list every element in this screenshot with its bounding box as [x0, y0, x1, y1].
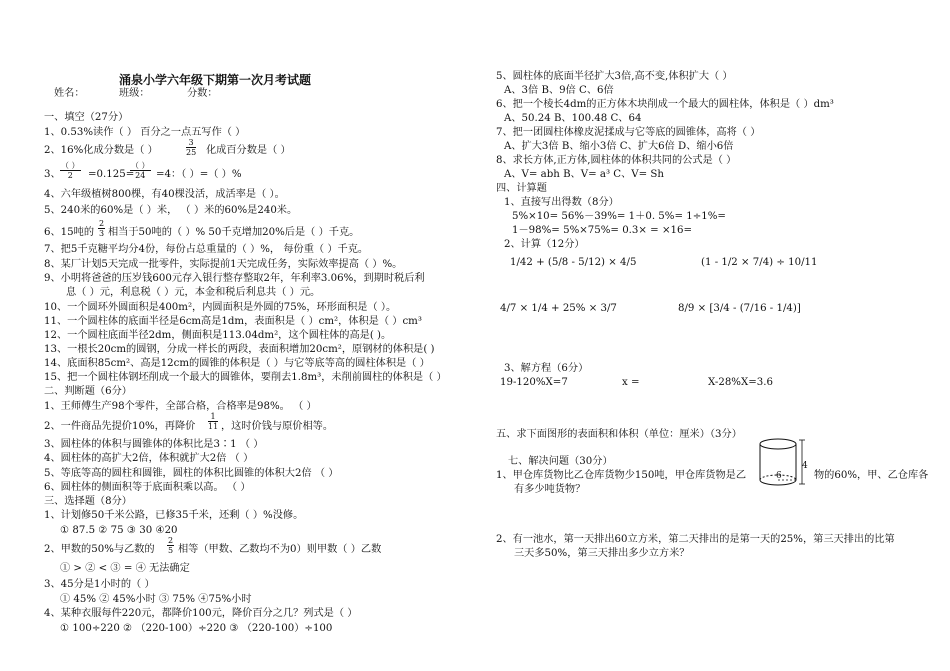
section-judge: 二、判断题（6分） — [44, 386, 132, 397]
question-6: 6、15吨的 — [44, 227, 95, 238]
judge-2-tail: ，这时价钱与原价相等。 — [221, 421, 334, 432]
class-label: 班级： — [119, 88, 150, 99]
problem-1-tail: 有多少吨货物？ — [514, 484, 586, 495]
height-label: 4 — [802, 461, 808, 471]
choice-8: 8、求长方体,正方体,圆柱体的体积共同的公式是（ ） — [496, 155, 737, 166]
frac-num: 3 — [186, 138, 196, 148]
problem-2-tail: 三天多50%，第三天排出多少立方米？ — [514, 548, 690, 559]
diameter-label: 6 — [776, 471, 782, 481]
fraction-2-5 — [167, 536, 174, 555]
calc-direct-row-2: 1－98%= 5%×75%= 0.3× = ×16= — [512, 225, 692, 236]
question-14: 14、底面积85cm²、高是12cm的圆锥的体积是（ ）与它等底等高的圆柱体积是（ ） — [44, 358, 430, 369]
choice-2-options: ① > ② < ③ = ④ 无法确定 — [60, 563, 190, 574]
choice-5-options: A、3倍 B、9倍 C、6倍 — [504, 85, 614, 96]
question-3-mid: =0.125= — [88, 169, 135, 180]
question-2: 2、16%化成分数是（ ） — [44, 145, 158, 156]
choice-6: 6、把一个棱长4dm的正方体木块削成一个最大的圆柱体，体积是（ ）dm³ — [496, 99, 834, 110]
equation-3: X-28%X=3.6 — [708, 377, 773, 388]
calc-expr-1: 1/42 + (5/8 - 5/12) × 4/5 — [510, 257, 637, 268]
frac-num: 2 — [99, 219, 105, 228]
calc-compute: 2、计算（12分） — [504, 239, 585, 250]
frac-den: 24 — [135, 171, 146, 180]
equation-1: 19-120%X=7 — [500, 377, 568, 388]
question-6-tail: 相当于50吨的（ ）% 50千克增加20%后是（ ）千克。 — [108, 227, 360, 238]
choice-3: 3、45分是1小时的（ ） — [44, 579, 155, 590]
choice-4: 4、某种衣服每件220元，都降价100元，降价百分之几？列式是（ ） — [44, 608, 358, 619]
choice-2: 2、甲数的50%与乙数的 — [44, 544, 155, 555]
frac-den: 3 — [99, 229, 105, 238]
judge-5: 5、等底等高的圆柱和圆锥，圆柱的体积比圆锥的体积大2倍 （ ） — [44, 468, 339, 479]
score-label: 分数： — [187, 88, 218, 99]
frac-num: 1 — [208, 412, 218, 422]
frac-num: （ ） — [131, 161, 150, 170]
calc-expr-3: 4/7 × 1/4 + 25% × 3/7 — [500, 303, 617, 314]
section-choice: 三、选择题（8分） — [44, 496, 132, 507]
calc-expr-4: 8/9 × [3/4 - (7/16 - 1/4)] — [678, 303, 801, 314]
fraction-q-2 — [60, 161, 81, 180]
frac-num: 2 — [168, 536, 174, 545]
fraction-q-24 — [130, 161, 151, 180]
judge-4: 4、圆柱体的高扩大2倍，体积就扩大2倍 （ ） — [44, 453, 254, 464]
question-1: 1、0.53%读作（ ） 百分之一点五写作（ ） — [44, 127, 246, 138]
judge-1: 1、王师傅生产98个零件，全部合格，合格率是98%。 （ ） — [44, 401, 317, 412]
choice-2-tail: 相等（甲数、乙数均不为0）则甲数（ ）乙数 — [178, 544, 382, 555]
judge-6: 6、圆柱体的侧面积等于底面积乘以高。 （ ） — [44, 482, 251, 493]
problem-1: 1、甲仓库货物比乙仓库货物少150吨，甲仓库货物是乙 — [496, 470, 747, 481]
problem-2: 2、有一池水，第一天排出60立方米，第二天排出的是第一天的25%，第三天排出的比第 — [496, 534, 895, 545]
choice-8-options: A、V= abh B、V= a³ C、V= Sh — [504, 169, 664, 180]
question-3: 3、 — [44, 169, 61, 180]
fraction-3-25 — [186, 138, 196, 157]
question-7: 7、把5千克糖平均分4份，每份占总重量的（ ）%， 每份重（ ）千克。 — [44, 244, 369, 255]
choice-6-options: A、50.24 B、100.48 C、64 — [504, 113, 642, 124]
calc-expr-2: (1 - 1/2 × 7/4) ÷ 10/11 — [701, 257, 818, 268]
question-8: 8、某厂计划5天完成一批零件，实际提前1天完成任务，实际效率提高（ ）%。 — [44, 259, 403, 270]
question-4: 4、六年级植树800棵，有40棵没活，成活率是（ ）。 — [44, 189, 285, 200]
question-9-cont: 息（ ）元，利息税（ ）元，本金和税后利息共（ ）元。 — [66, 287, 321, 298]
judge-2: 2、一件商品先提价10%，再降价 — [44, 421, 196, 432]
frac-den: 2 — [67, 171, 73, 180]
name-label: 姓名： — [54, 88, 85, 99]
section-fill-blank: 一、填空（27分） — [44, 112, 129, 123]
question-12: 12、一个圆柱底面半径2dm，侧面积是113.04dm²，这个圆柱体的高是( )。 — [44, 330, 392, 341]
choice-5: 5、圆柱体的底面半径扩大3倍,高不变,体积扩大（ ） — [496, 71, 733, 82]
frac-den: 11 — [208, 422, 219, 431]
choice-4-options: ① 100÷220 ② （220-100）÷220 ③ （220-100）÷100 — [60, 623, 333, 634]
judge-3: 3、圆柱体的体积与圆锥体的体积比是3∶1 （ ） — [44, 439, 264, 450]
question-10: 10、一个圆环外圆面积是400m²，内圆面积是外圆的75%，环形面积是（ ）。 — [44, 302, 397, 313]
question-13: 13、一根长20cm的圆钢，分成一样长的两段，表面积增加20cm²，原钢材的体积是( ) — [44, 344, 435, 355]
equation-2: x = — [622, 377, 640, 388]
question-5: 5、240米的60%是（ ）米， （ ）米的60%是240米。 — [44, 205, 298, 216]
frac-den: 5 — [168, 546, 174, 555]
question-2-tail: 化成百分数是（ ） — [206, 145, 291, 156]
question-3-tail: =4：（ ）=（ ）% — [156, 169, 242, 180]
frac-den: 25 — [186, 148, 197, 157]
question-9: 9、小明将爸爸的压岁钱600元存入银行整存整取2年，年利率3.06%，到期时税后利 — [44, 273, 425, 284]
choice-3-options: ① 45% ② 45%小时 ③ 75% ④75%小时 — [60, 594, 252, 605]
choice-1-options: ① 87.5 ② 75 ③ 30 ④20 — [60, 525, 178, 536]
problem-1-cont: 物的60%，甲、乙仓库各 — [814, 470, 929, 481]
section-calc: 四、计算题 — [496, 183, 547, 194]
fraction-1-11 — [208, 412, 218, 431]
question-15: 15、把一个圆柱体钢坯削成一个最大的圆锥体，要削去1.8m³，未削前圆柱的体积是（ ） — [44, 372, 447, 383]
choice-7-options: A、扩大3倍 B、缩小3倍 C、扩大6倍 D、缩小6倍 — [504, 141, 734, 152]
fraction-2-3 — [98, 219, 105, 238]
question-11: 11、一个圆柱体的底面半径是6cm高是1dm，表面积是（ ）cm²，体积是（ ）cm³ — [44, 316, 422, 327]
frac-num: （ ） — [61, 161, 80, 170]
calc-direct-row-1: 5%×10= 56%－39%= 1＋0. 5%= 1÷1%= — [512, 211, 726, 222]
choice-7: 7、把一团圆柱体橡皮泥揉成与它等底的圆锥体，高将（ ） — [496, 127, 761, 138]
section-equations: 3、解方程（6分） — [504, 363, 589, 374]
section-figure: 五、求下面图形的表面积和体积（单位：厘米）（3分） — [496, 429, 742, 440]
page-title: 涌泉小学六年级下期第一次月考试题 — [119, 73, 312, 87]
calc-direct: 1、直接写出得数（8分） — [504, 197, 619, 208]
choice-1: 1、计划修50千米公路，已修35千米，还剩（ ）%没修。 — [44, 510, 304, 521]
section-solve: 七、解决问题（30分） — [508, 456, 613, 467]
